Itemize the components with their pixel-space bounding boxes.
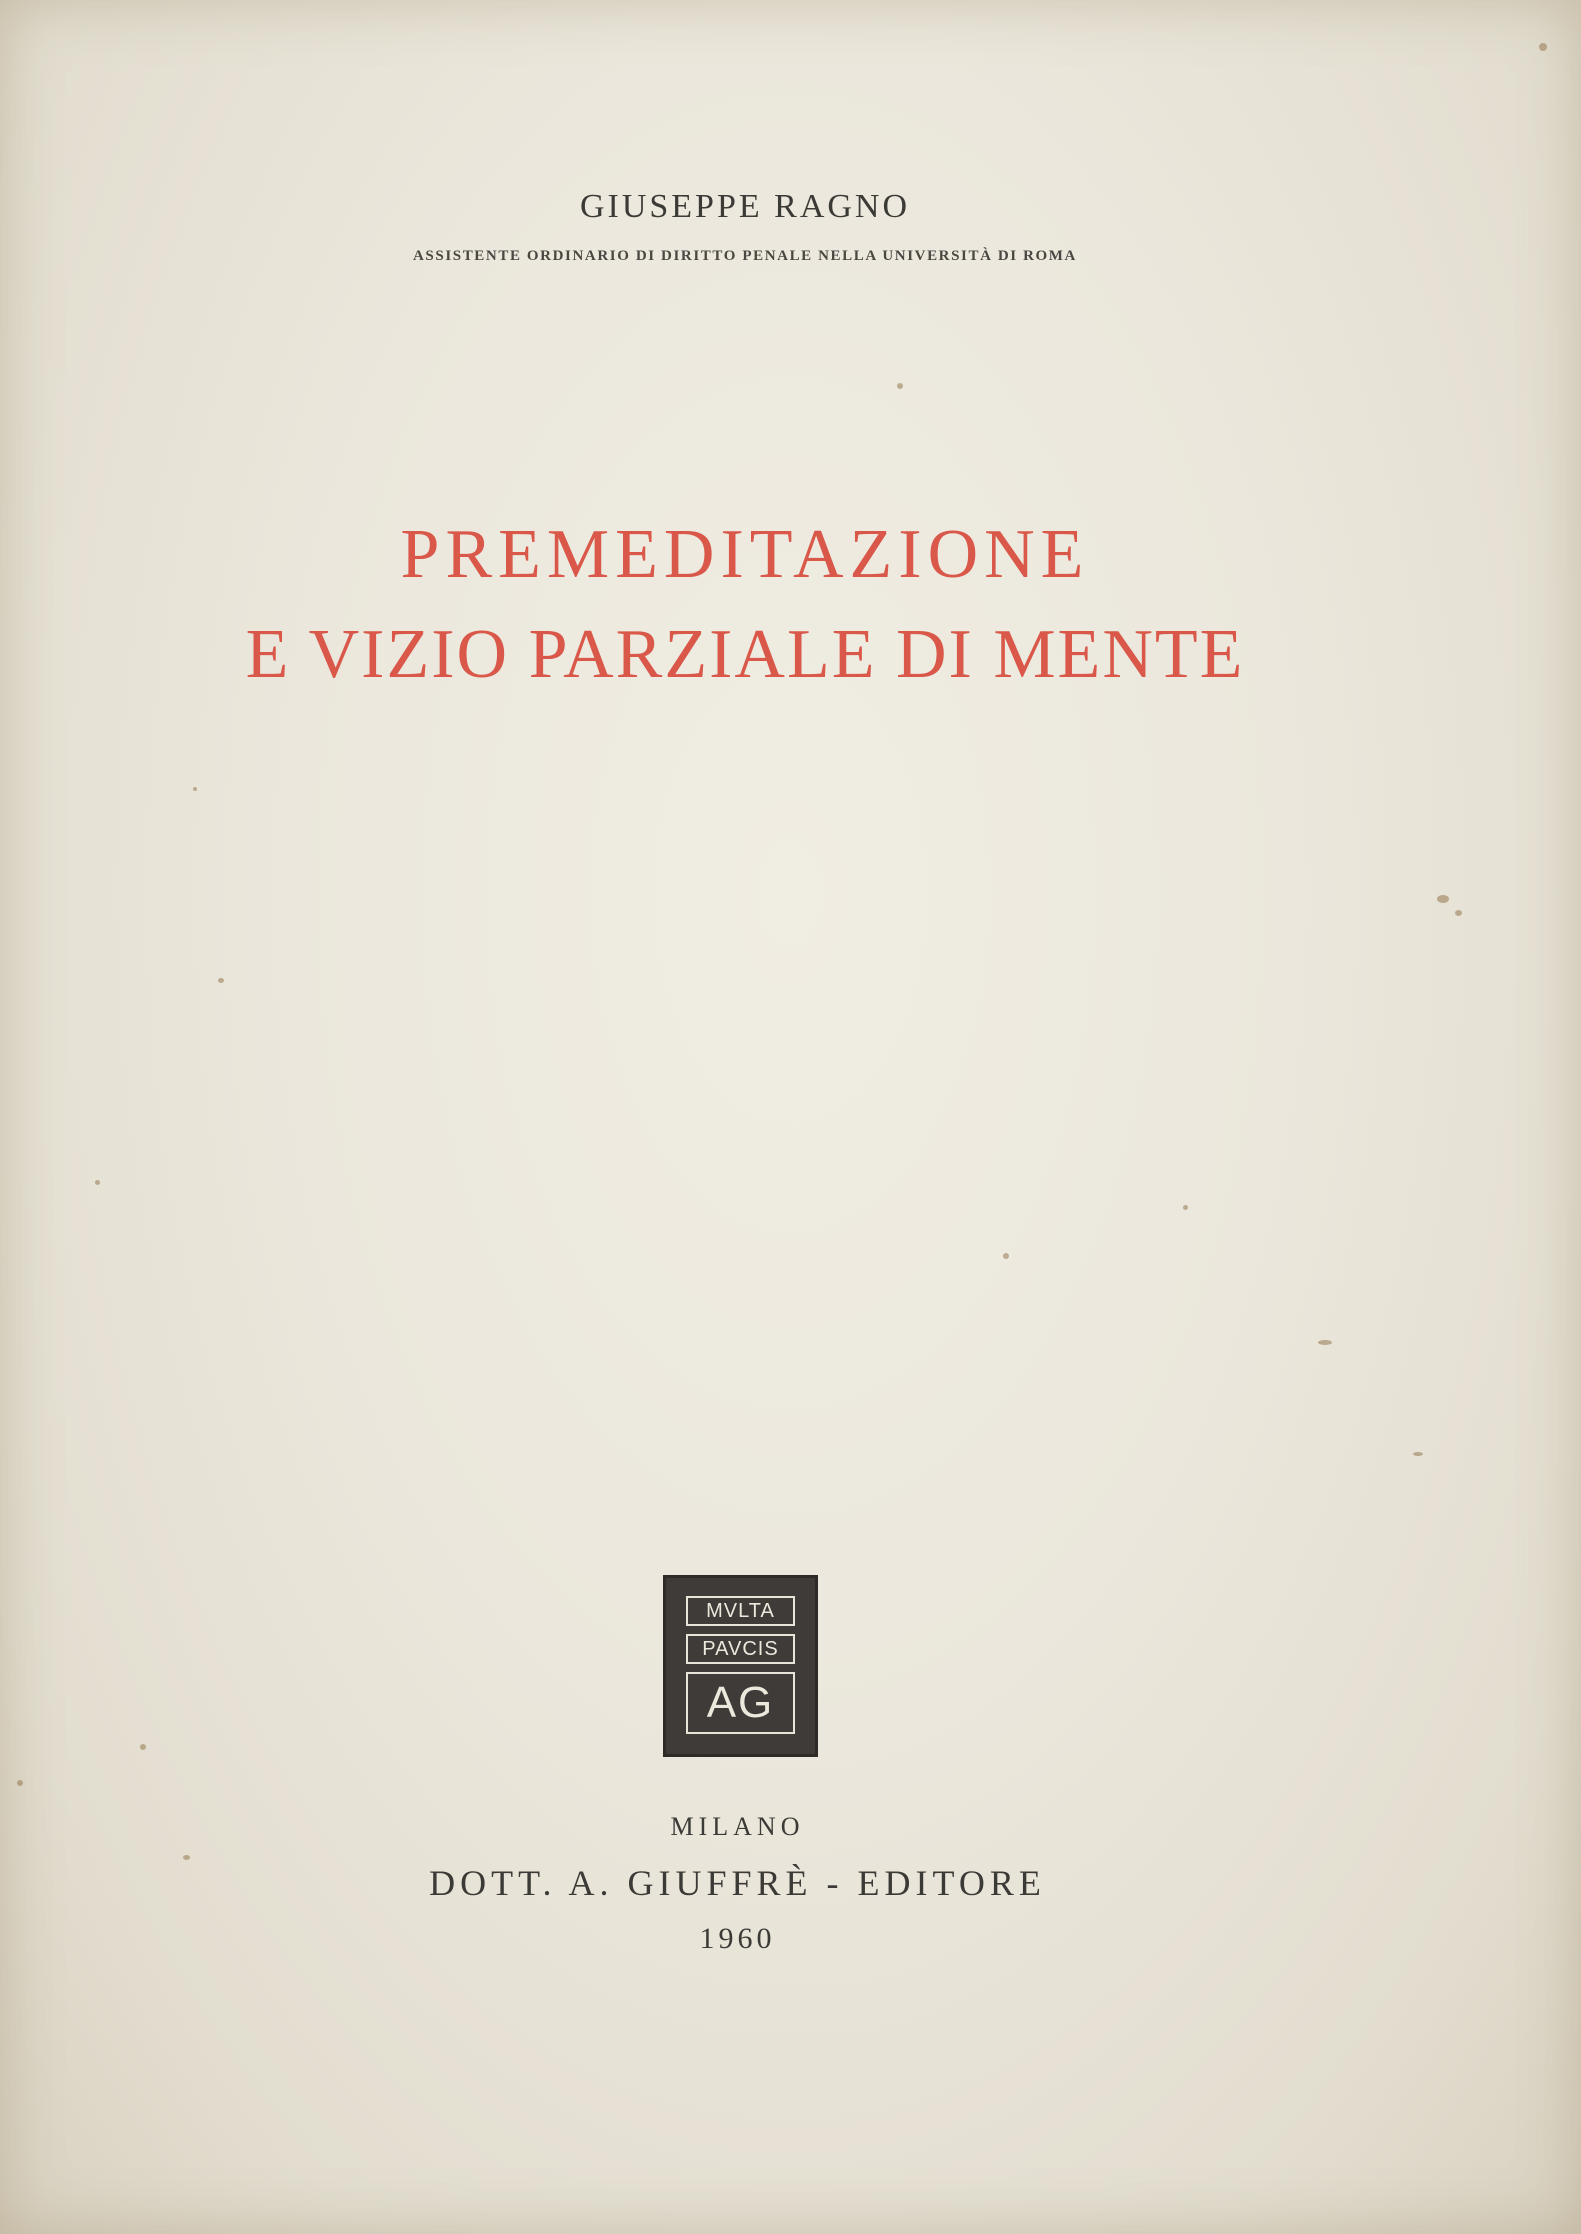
paper-speck [140,1744,146,1750]
logo-monogram: AG [686,1672,795,1734]
author-name: GIUSEPPE RAGNO [579,188,911,225]
paper-speck [1455,910,1462,916]
paper-speck [1183,1205,1188,1210]
paper-speck [1437,895,1449,903]
publication-year: 1960 [699,1922,776,1955]
publisher-name: DOTT. A. GIUFFRÈ - EDITORE [429,1863,1046,1903]
paper-speck [1413,1452,1423,1456]
paper-speck [17,1780,23,1786]
publication-city: MILANO [670,1812,805,1841]
book-title-line-2: E VIZIO PARZIALE DI MENTE [245,616,1245,693]
paper-speck [1318,1340,1332,1345]
publisher-logo [663,1575,818,1757]
paper-speck [1539,43,1547,51]
author-affiliation: ASSISTENTE ORDINARIO DI DIRITTO PENALE NELLA UNIVERSITÀ DI ROMA [413,248,1077,264]
paper-speck [218,978,224,983]
logo-motto-line-1: MVLTA [686,1596,795,1626]
paper-speck [1003,1253,1009,1259]
paper-speck [193,787,197,791]
paper-speck [897,383,903,389]
logo-motto-line-2: PAVCIS [686,1634,795,1664]
paper-speck [183,1855,190,1860]
paper-speck [95,1180,100,1185]
book-title-line-1: PREMEDITAZIONE [400,516,1090,593]
